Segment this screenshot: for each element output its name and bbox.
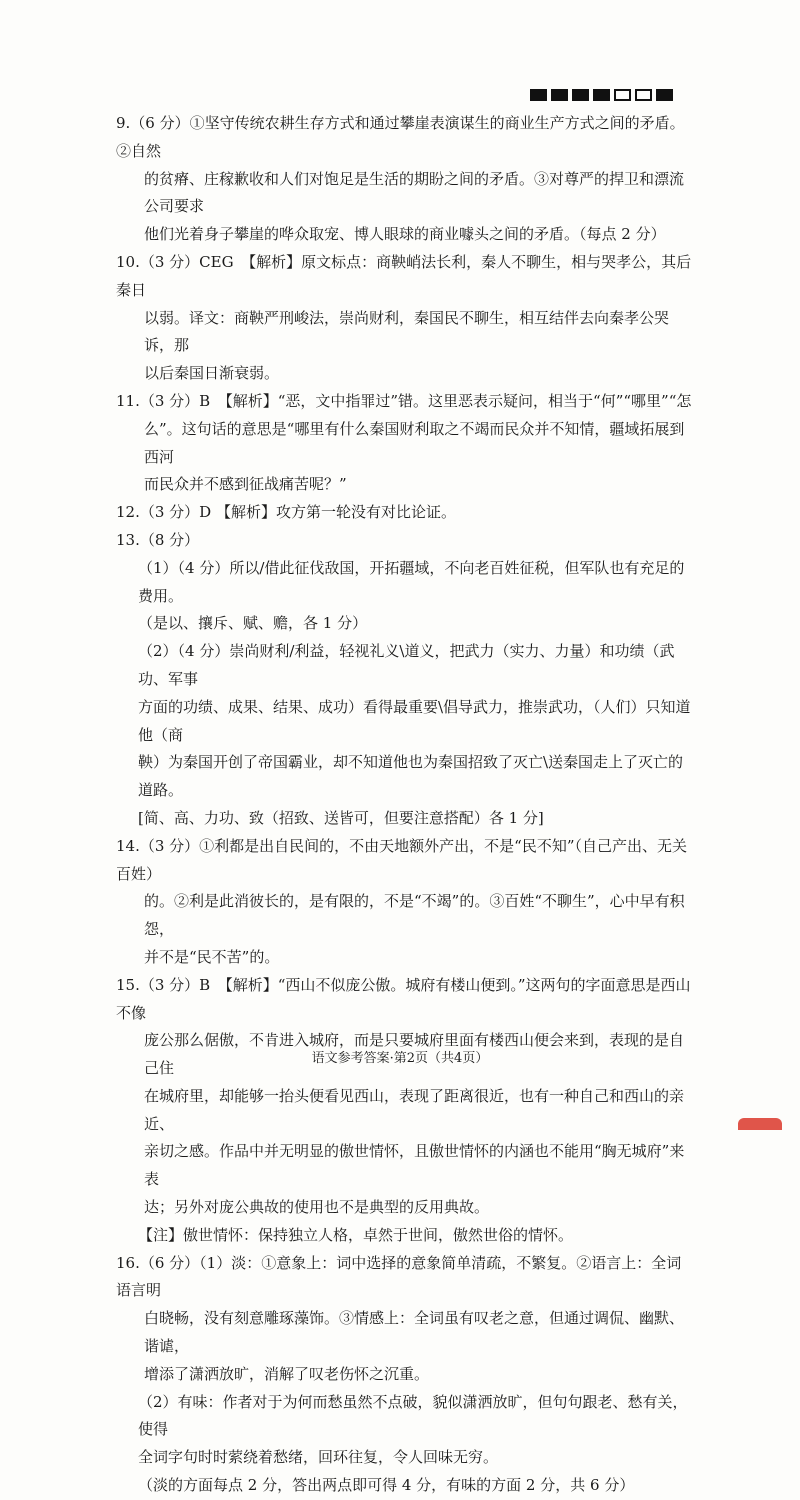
question-line: 而民众并不感到征战痛苦呢？”: [144, 475, 347, 494]
sub-answer-line: 全词字句时时萦绕着愁绪，回环往复，令人回味无穷。: [138, 1448, 499, 1467]
question-line: 增添了潇洒放旷，消解了叹老伤怀之沉重。: [144, 1364, 430, 1383]
question-block: [116, 110, 696, 249]
question-line: 达；另外对庞公典故的使用也不是典型的反用典故。: [144, 1198, 490, 1217]
question-line-first: 16.（6 分）（1）淡：①意象上：词中选择的意象简单清疏，不繁复。②语言上：全词语言明: [116, 1253, 682, 1300]
page-markers: [530, 89, 673, 101]
marker-square: [614, 89, 631, 101]
question-line: 的贫瘠、庄稼歉收和人们对饱足是生活的期盼之间的矛盾。③对尊严的捍卫和漂流公司要求: [144, 169, 685, 216]
question-line-first: 14.（3 分）①利都是出自民间的，不由天地额外产出，不是“民不知”（自己产出、无关百姓）: [116, 836, 688, 883]
question-line-first: 15.（3 分）B 【解析】“西山不似庞公傲。城府有楼山便到。”这两句的字面意思是西山不像: [116, 975, 691, 1022]
question-line: 并不是“民不苦”的。: [144, 947, 280, 966]
marker-square: [551, 89, 568, 101]
sub-answer-line: 方面的功绩、成果、结果、成功）看得最重要\倡导武力，推崇武功，（人们）只知道他（商: [138, 697, 691, 744]
question-line-first: 9.（6 分）①坚守传统农耕生存方式和通过攀崖表演谋生的商业生产方式之间的矛盾。②自然: [116, 114, 685, 160]
question-line: 么”。这句话的意思是“哪里有什么秦国财利取之不竭而民众并不知情，疆域拓展到西河: [144, 419, 685, 466]
question-block: [116, 499, 696, 527]
sub-answer-line: （是以、攘斥、赋、赡，各 1 分）: [138, 614, 368, 633]
sub-answer-line: 鞅）为秦国开创了帝国霸业，却不知道他也为秦国招致了灭亡\送秦国走上了灭亡的道路。: [138, 753, 684, 800]
marker-square: [572, 89, 589, 101]
sub-answer-line: （2）有味：作者对于为何而愁虽然不点破，貌似潇洒放旷，但句句跟老、愁有关，使得: [138, 1392, 688, 1439]
question-block: [116, 527, 696, 833]
question-line: 庞公那么倨傲，不肯进入城府，而是只要城府里面有楼西山便会来到，表现的是自己住: [144, 1031, 685, 1078]
question-block: [116, 249, 696, 388]
sub-answer-line: （淡的方面每点 2 分，答出两点即可得 4 分，有味的方面 2 分，共 6 分）: [138, 1476, 635, 1495]
sub-answer-line: （2）（4 分）崇尚财利/利益，轻视礼义\道义，把武力（实力、力量）和功绩（武功、军事: [138, 642, 675, 688]
question-line: 在城府里，却能够一抬头便看见西山，表现了距离很近，也有一种自己和西山的亲近、: [144, 1086, 685, 1133]
question-block: [116, 1250, 696, 1500]
question-line: 他们光着身子攀崖的哗众取宠、博人眼球的商业噱头之间的矛盾。（每点 2 分）: [144, 225, 666, 244]
question-line-first: 10.（3 分）CEG 【解析】原文标点：商鞅峭法长利，秦人不聊生，相与哭孝公，其后秦日: [116, 252, 692, 299]
marker-square: [635, 89, 652, 101]
question-line-first: 13.（8 分）: [116, 530, 200, 549]
note-line: 【注】傲世情怀：保持独立人格，卓然于世间，傲然世俗的情怀。: [138, 1225, 574, 1244]
question-block: [116, 972, 696, 1250]
marker-square: [656, 89, 673, 101]
question-line-first: 11.（3 分）B 【解析】“恶，文中指罪过”错。这里恶表示疑问，相当于“何”“哪里”“怎: [116, 391, 692, 410]
answer-content: [116, 110, 696, 1500]
marker-square: [593, 89, 610, 101]
page-footer: 语文参考答案·第2页（共4页）: [311, 1051, 489, 1066]
question-line: 以弱。译文：商鞅严刑峻法，崇尚财利，秦国民不聊生，相互结伴去向秦孝公哭诉，那: [144, 308, 670, 355]
question-line-first: 12.（3 分）D 【解析】攻方第一轮没有对比论证。: [116, 503, 456, 522]
sub-answer-line: [简、高、力功、致（招致、送皆可，但要注意搭配）各 1 分]: [138, 808, 544, 827]
question-block: [116, 388, 696, 499]
question-line: 亲切之感。作品中并无明显的傲世情怀，且傲世情怀的内涵也不能用“胸无城府”来表: [144, 1142, 685, 1189]
corner-badge: [738, 1118, 782, 1130]
question-line: 以后秦国日渐衰弱。: [144, 364, 280, 383]
question-line: 的。②利是此消彼长的，是有限的，不是“不竭”的。③百姓“不聊生”，心中早有积怨，: [144, 892, 685, 939]
sub-answer-line: （1）（4 分）所以/借此征伐敌国，开拓疆域，不向老百姓征税，但军队也有充足的费用。: [138, 558, 685, 605]
question-block: [116, 833, 696, 972]
marker-square: [530, 89, 547, 101]
question-line: 白晓畅，没有刻意雕琢藻饰。③情感上：全词虽有叹老之意，但通过调侃、幽默、谐谑，: [144, 1309, 685, 1356]
